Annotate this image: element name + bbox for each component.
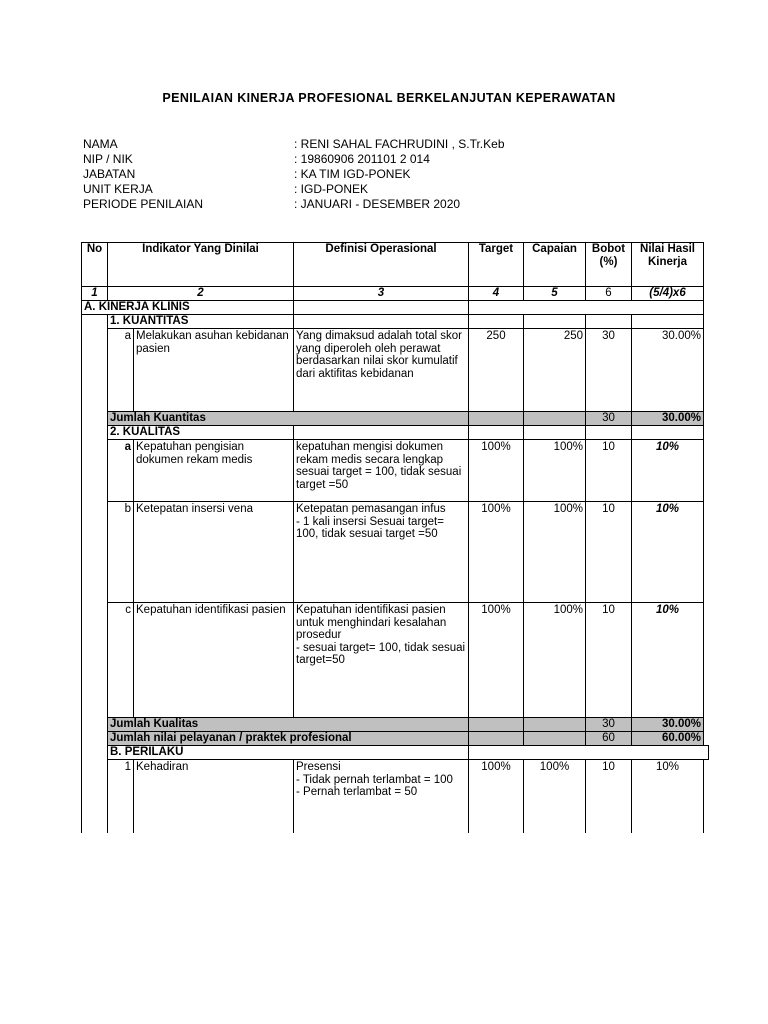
section-b-title: B. PERILAKU [108,746,469,760]
section-a-row [82,301,709,315]
bobot-cell: 10 [586,502,632,603]
jumlah-pelayanan-row [82,732,709,746]
index-cell: 4 [469,287,524,301]
header-capaian: Capaian [524,243,586,287]
capaian-cell: 100% [524,502,586,603]
info-value: : JANUARI - DESEMBER 2020 [294,197,461,211]
table-row [82,760,709,833]
assessment-table [81,242,709,833]
jumlah-kualitas-row [82,718,709,732]
index-cell: 1 [82,287,108,301]
definisi-cell [294,502,469,603]
nilai-cell: 60.00% [632,732,704,746]
no-column-spacer [82,315,108,833]
capaian-cell: 100% [524,440,586,502]
info-value: : IGD-PONEK [294,182,369,196]
kuantitas-title-row [82,315,709,329]
empty-cell [469,732,524,746]
target-cell: 100% [469,502,524,603]
jumlah-kuantitas-row [82,412,709,426]
index-cell: 5 [524,287,586,301]
header-indikator: Indikator Yang Dinilai [108,243,294,287]
definisi-line: - Pernah terlambat = 50 [296,786,418,798]
definisi-cell [294,760,469,833]
info-row-periode [83,197,594,212]
jumlah-label: Jumlah Kuantitas [108,412,469,426]
kuantitas-title: 1. KUANTITAS [108,315,294,329]
empty-cell [469,426,524,440]
bobot-cell: 10 [586,440,632,502]
row-letter: a [108,440,134,502]
empty-cell [524,315,586,329]
kualitas-title: 2. KUALITAS [108,426,294,440]
info-value: : 19860906 201101 2 014 [294,152,430,166]
nilai-cell: 10% [632,502,704,603]
section-b-row [82,746,709,760]
indikator-cell: Ketepatan insersi vena [134,502,294,603]
row-letter: c [108,603,134,718]
nilai-cell: 10% [632,440,704,502]
info-row-jabatan [83,167,594,182]
info-row-nama [83,137,594,152]
index-cell: 6 [586,287,632,301]
bobot-cell: 10 [586,760,632,833]
empty-cell [632,315,704,329]
table-row [82,440,709,502]
table-header-row [82,243,709,287]
header-no: No [82,243,108,287]
capaian-cell: 100% [524,603,586,718]
empty-cell [524,412,586,426]
indikator-cell: Kepatuhan pengisian dokumen rekam medis [134,440,294,502]
definisi-line: Ketepatan pemasangan infus [296,503,446,515]
empty-cell [524,426,586,440]
empty-cell [524,746,586,760]
row-letter: 1 [108,760,134,833]
empty-cell [469,412,524,426]
bobot-cell: 10 [586,603,632,718]
column-index-row [82,287,709,301]
bobot-cell: 30 [586,329,632,412]
row-letter: b [108,502,134,603]
bobot-cell: 60 [586,732,632,746]
index-cell: (5/4)x6 [632,287,704,301]
info-row-nip [83,152,594,167]
kualitas-title-row [82,426,709,440]
info-label: PERIODE PENILAIAN [83,197,204,211]
info-label: UNIT KERJA [83,182,153,196]
target-cell: 250 [469,329,524,412]
index-cell: 3 [294,287,469,301]
empty-cell [524,732,586,746]
empty-cell [524,301,586,315]
indikator-cell: Melakukan asuhan kebidanan pasien [134,329,294,412]
definisi-line: - 1 kali insersi Sesuai target= 100, tidak sesuai target =50 [296,515,444,540]
target-cell: 100% [469,440,524,502]
info-row-unit-kerja [83,182,594,197]
empty-cell [586,426,632,440]
document-title: PENILAIAN KINERJA PROFESIONAL BERKELANJUTAN KEPERAWATAN [162,91,616,105]
nilai-cell: 30.00% [632,412,704,426]
empty-cell [469,718,524,732]
empty-cell [469,746,524,760]
empty-cell [586,301,632,315]
bobot-cell: 30 [586,412,632,426]
info-value: : KA TIM IGD-PONEK [294,167,411,181]
empty-cell [294,301,469,315]
target-cell: 100% [469,603,524,718]
section-a-title: A. KINERJA KLINIS [82,301,294,315]
table-row [82,329,709,412]
header-target: Target [469,243,524,287]
empty-cell [632,746,704,760]
table-row [82,603,709,718]
empty-cell [524,718,586,732]
indikator-cell: Kepatuhan identifikasi pasien [134,603,294,718]
jumlah-label: Jumlah Kualitas [108,718,469,732]
header-bobot: Bobot (%) [586,243,632,287]
jumlah-label: Jumlah nilai pelayanan / praktek profesional [108,732,469,746]
header-definisi: Definisi Operasional [294,243,469,287]
capaian-cell: 100% [524,760,586,833]
bobot-cell: 30 [586,718,632,732]
empty-cell [586,315,632,329]
empty-cell [469,301,524,315]
definisi-cell: kepatuhan mengisi dokumen rekam medis secara lengkap sesuai target = 100, tidak sesuai target =50 [294,440,469,502]
target-cell: 100% [469,760,524,833]
info-label: JABATAN [83,167,136,181]
empty-cell [704,746,709,760]
table-row [82,502,709,603]
capaian-cell: 250 [524,329,586,412]
indikator-cell: Kehadiran [134,760,294,833]
nilai-cell: 10% [632,603,704,718]
empty-cell [586,746,632,760]
definisi-line: - sesuai target= 100, tidak sesuai target=50 [296,641,466,666]
definisi-line: Presensi [296,761,341,773]
info-label: NIP / NIK [83,152,133,166]
definisi-line: Kepatuhan identifikasi pasien untuk menghindari kesalahan prosedur [296,604,447,641]
definisi-cell [294,603,469,718]
definisi-cell: Yang dimaksud adalah total skor yang diperoleh oleh perawat berdasarkan nilai skor kumulatif dari aktifitas kebidanan [294,329,469,412]
empty-cell [294,426,469,440]
nilai-cell: 30.00% [632,718,704,732]
empty-cell [469,315,524,329]
nilai-cell: 30.00% [632,329,704,412]
index-cell: 2 [108,287,294,301]
nilai-cell: 10% [632,760,704,833]
employee-info [83,137,594,212]
info-value: : RENI SAHAL FACHRUDINI , S.Tr.Keb [294,137,505,151]
empty-cell [632,426,704,440]
info-label: NAMA [83,137,118,151]
header-nilai: Nilai Hasil Kinerja [632,243,704,287]
empty-cell [632,301,704,315]
definisi-line: - Tidak pernah terlambat = 100 [296,773,453,786]
row-letter: a [108,329,134,412]
empty-cell [294,315,469,329]
